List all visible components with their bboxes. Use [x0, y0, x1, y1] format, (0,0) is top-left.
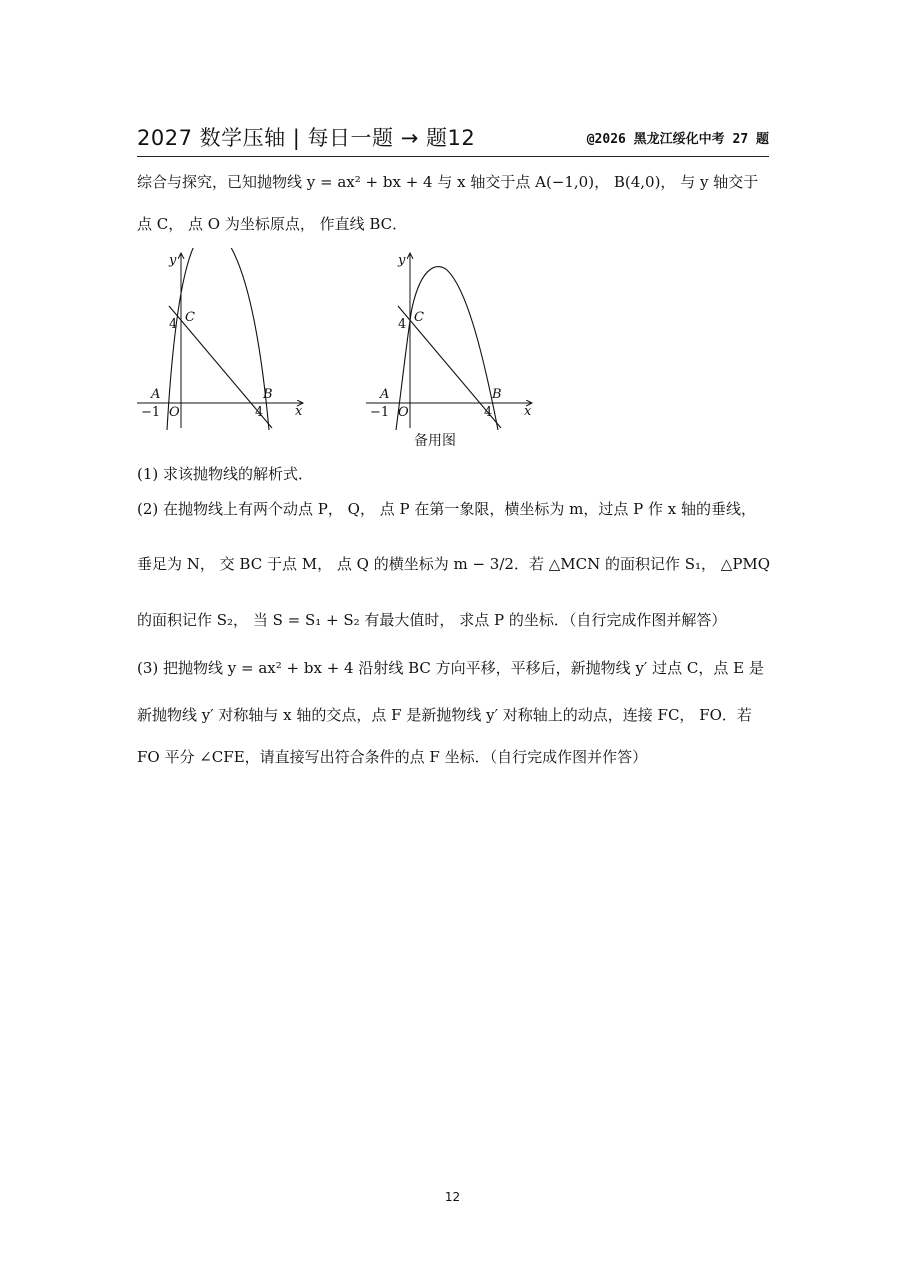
parabola-figure-backup — [364, 248, 539, 433]
label-a: A — [380, 387, 390, 402]
parabola-figure-main — [135, 248, 310, 433]
label-c: C — [414, 310, 424, 325]
question-3-line-1: (3) 把抛物线 y = ax² + bx + 4 沿射线 BC 方向平移，平移后，新抛物线 y′ 过点 C，点 E 是 — [137, 659, 764, 677]
tick-neg1: −1 — [141, 405, 161, 420]
question-2-line-3: 的面积记作 S₂， 当 S = S₁ + S₂ 有最大值时， 求点 P 的坐标．（自行完成作图并解答） — [137, 611, 727, 629]
label-b: B — [492, 387, 502, 402]
question-2-line-2: 垂足为 N， 交 BC 于点 M， 点 Q 的横坐标为 m − 3/2．若 △MCN 的面积记作 S₁， △PMQ — [137, 555, 771, 573]
question-3-line-3: FO 平分 ∠CFE，请直接写出符合条件的点 F 坐标．（自行完成作图并作答） — [137, 748, 648, 766]
label-c: C — [185, 310, 195, 325]
intro-line-1: 综合与探究，已知抛物线 y = ax² + bx + 4 与 x 轴交于点 A(−1,0)， B(4,0)， 与 y 轴交于 — [137, 173, 759, 191]
tick-4-x: 4 — [255, 405, 264, 420]
backup-figure-caption: 备用图 — [414, 433, 456, 449]
question-3-line-2: 新抛物线 y′ 对称轴与 x 轴的交点，点 F 是新抛物线 y′ 对称轴上的动点，连接 FC， FO．若 — [137, 706, 752, 724]
label-b: B — [263, 387, 273, 402]
label-x: x — [295, 404, 303, 419]
tick-4-y: 4 — [169, 317, 178, 332]
page-header — [137, 122, 769, 157]
header-source: @2026 黑龙江绥化中考 27 题 — [586, 132, 769, 147]
intro-line-2: 点 C， 点 O 为坐标原点， 作直线 BC． — [137, 215, 408, 233]
label-y: y — [169, 253, 177, 268]
tick-neg1: −1 — [370, 405, 390, 420]
question-1: (1) 求该抛物线的解析式． — [137, 465, 314, 483]
tick-4-y: 4 — [398, 317, 407, 332]
label-o: O — [398, 405, 409, 420]
header-title: 2027 数学压轴 | 每日一题 → 题12 — [137, 126, 476, 150]
label-o: O — [169, 405, 180, 420]
question-2-line-1: (2) 在抛物线上有两个动点 P， Q， 点 P 在第一象限，横坐标为 m，过点 P 作 x 轴的垂线， — [137, 500, 756, 518]
label-a: A — [151, 387, 161, 402]
label-y: y — [398, 253, 406, 268]
page-number: 12 — [444, 1190, 461, 1204]
tick-4-x: 4 — [484, 405, 493, 420]
label-x: x — [524, 404, 532, 419]
